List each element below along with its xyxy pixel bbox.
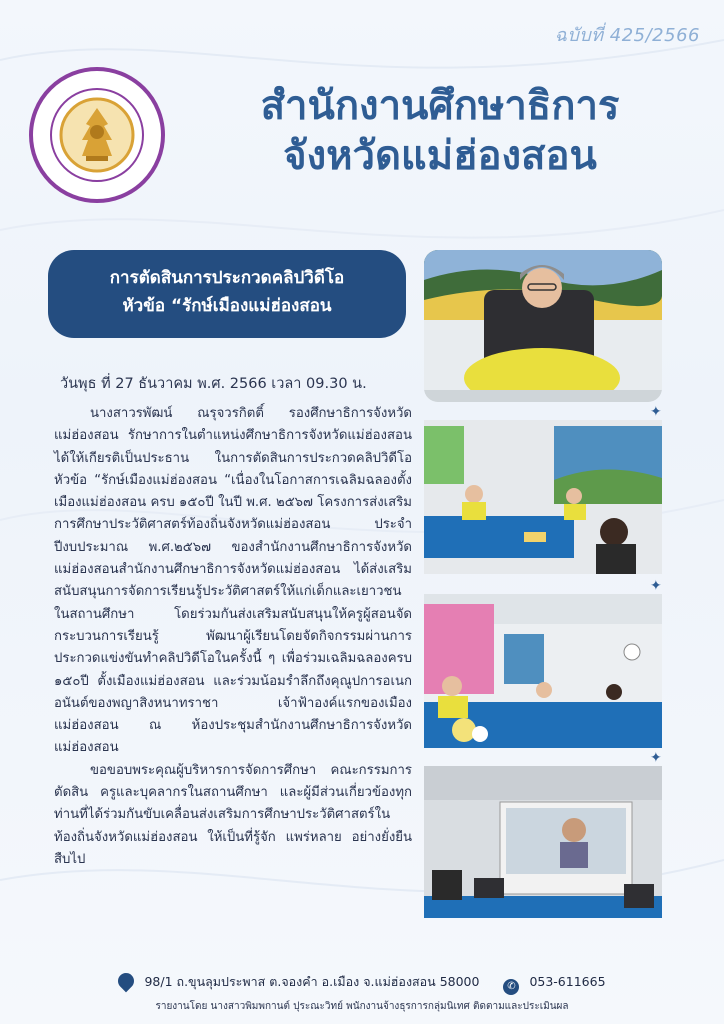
photo-meeting-room-1: [424, 420, 662, 574]
article-body: [54, 403, 412, 871]
sparkle-icon: ✦: [650, 578, 662, 594]
sparkle-icon: ✦: [650, 750, 662, 766]
contact-footer: [0, 972, 724, 995]
paragraph-2: ขอขอบพระคุณผู้บริหารการจัดการศึกษา คณะกรรมการตัดสิน ครูและบุคลากรในสถานศึกษา และผู้มีส่วนเกี่ยวข้องทุกท่านที่ได้ร่วมกันขับเคลื่อนส่งเสริมการศึกษาประวัติศาสตร์ในท้องถิ่นจังหวัดแม่ฮ่องสอน ให้เป็นที่รู้จัก แพร่หลาย อย่างยั่งยืนสืบไป: [54, 762, 412, 867]
headline-line-1: การตัดสินการประกวดคลิปวิดีโอ: [109, 268, 345, 288]
issue-number: ฉบับที่ 425/2566: [554, 25, 700, 46]
sparkle-icon: ✦: [650, 404, 662, 420]
photo-projection-screen: [424, 766, 662, 918]
office-logo: [28, 66, 166, 204]
headline-line-2: หัวข้อ “รักษ์เมืองแม่ฮ่องสอน: [122, 296, 332, 316]
event-date: วันพุธ ที่ 27 ธันวาคม พ.ศ. 2566 เวลา 09.30 น.: [60, 376, 367, 392]
report-credit: รายงานโดย นางสาวพิมพกานต์ ปุระณะวิทย์ พนักงานจ้างธุรการกลุ่มนิเทศ ติดตามและประเมินผล: [155, 1001, 569, 1012]
location-pin-icon: [115, 970, 138, 993]
phone-number: 053-611665: [529, 974, 606, 989]
phone-icon: ✆: [503, 979, 519, 995]
title-line-2: จังหวัดแม่ฮ่องสอน: [283, 132, 597, 179]
headline-banner: [48, 250, 406, 338]
title-line-1: สำนักงานศึกษาธิการ: [260, 82, 620, 129]
photo-meeting-room-2: [424, 594, 662, 748]
address-text: 98/1 ถ.ขุนลุมประพาส ต.จองคำ อ.เมือง จ.แม่ฮ่องสอน 58000: [144, 974, 480, 989]
paragraph-1: นางสาวรพัฒน์ ณรุจวรกิตติ์ รองศึกษาธิการจังหวัดแม่ฮ่องสอน รักษาการในตำแหน่งศึกษาธิการจังหวัดแม่ฮ่องสอน ได้ให้เกียรติเป็นประธาน ในการตัดสินการประกวดคลิปวิดีโอ หัวข้อ “รักษ์เมืองแม่ฮ่องสอน “เนื่องในโอกาสการเฉลิมฉลองตั้งเมืองแม่ฮ่องสอน ครบ ๑๕๐ปี ในปี พ.ศ. ๒๕๖๗ โครงการส่งเสริมการศึกษาประวัติศาสตร์ท้องถิ่นจังหวัดแม่ฮ่องสอน ประจำปีงบประมาณ พ.ศ.๒๕๖๗ ของสำนักงานศึกษาธิการจังหวัดแม่ฮ่องสอนสำนักงานศึกษาธิการจังหวัดแม่ฮ่องสอน ได้ส่งเสริม สนับสนุนการจัดการเรียนรู้ประวัติศาสตร์ให้แก่เด็กและเยาวชนในสถานศึกษา โดยร่วมกันส่งเสริมสนับสนุนให้ครูผู้สอนจัดกระบวนการเรียนรู้ พัฒนาผู้เรียนโดยจัดกิจกรรมผ่านการประกวดแข่งขันทำคลิปวิดีโอในครั้งนี้ ๆ เพื่อร่วมเฉลิมฉลองครบ ๑๕๐ปี ตั้งเมืองแม่ฮ่องสอน และร่วมน้อมรำลึกถึงคุณูปการอเนกอนันต์ของพญาสิงหนาทราชา เจ้าฟ้าองค์แรกของเมืองแม่ฮ่องสอน ณ ห้องประชุมสำนักงานศึกษาธิการจังหวัดแม่ฮ่องสอน: [54, 406, 412, 756]
photo-chairperson: [424, 250, 662, 402]
